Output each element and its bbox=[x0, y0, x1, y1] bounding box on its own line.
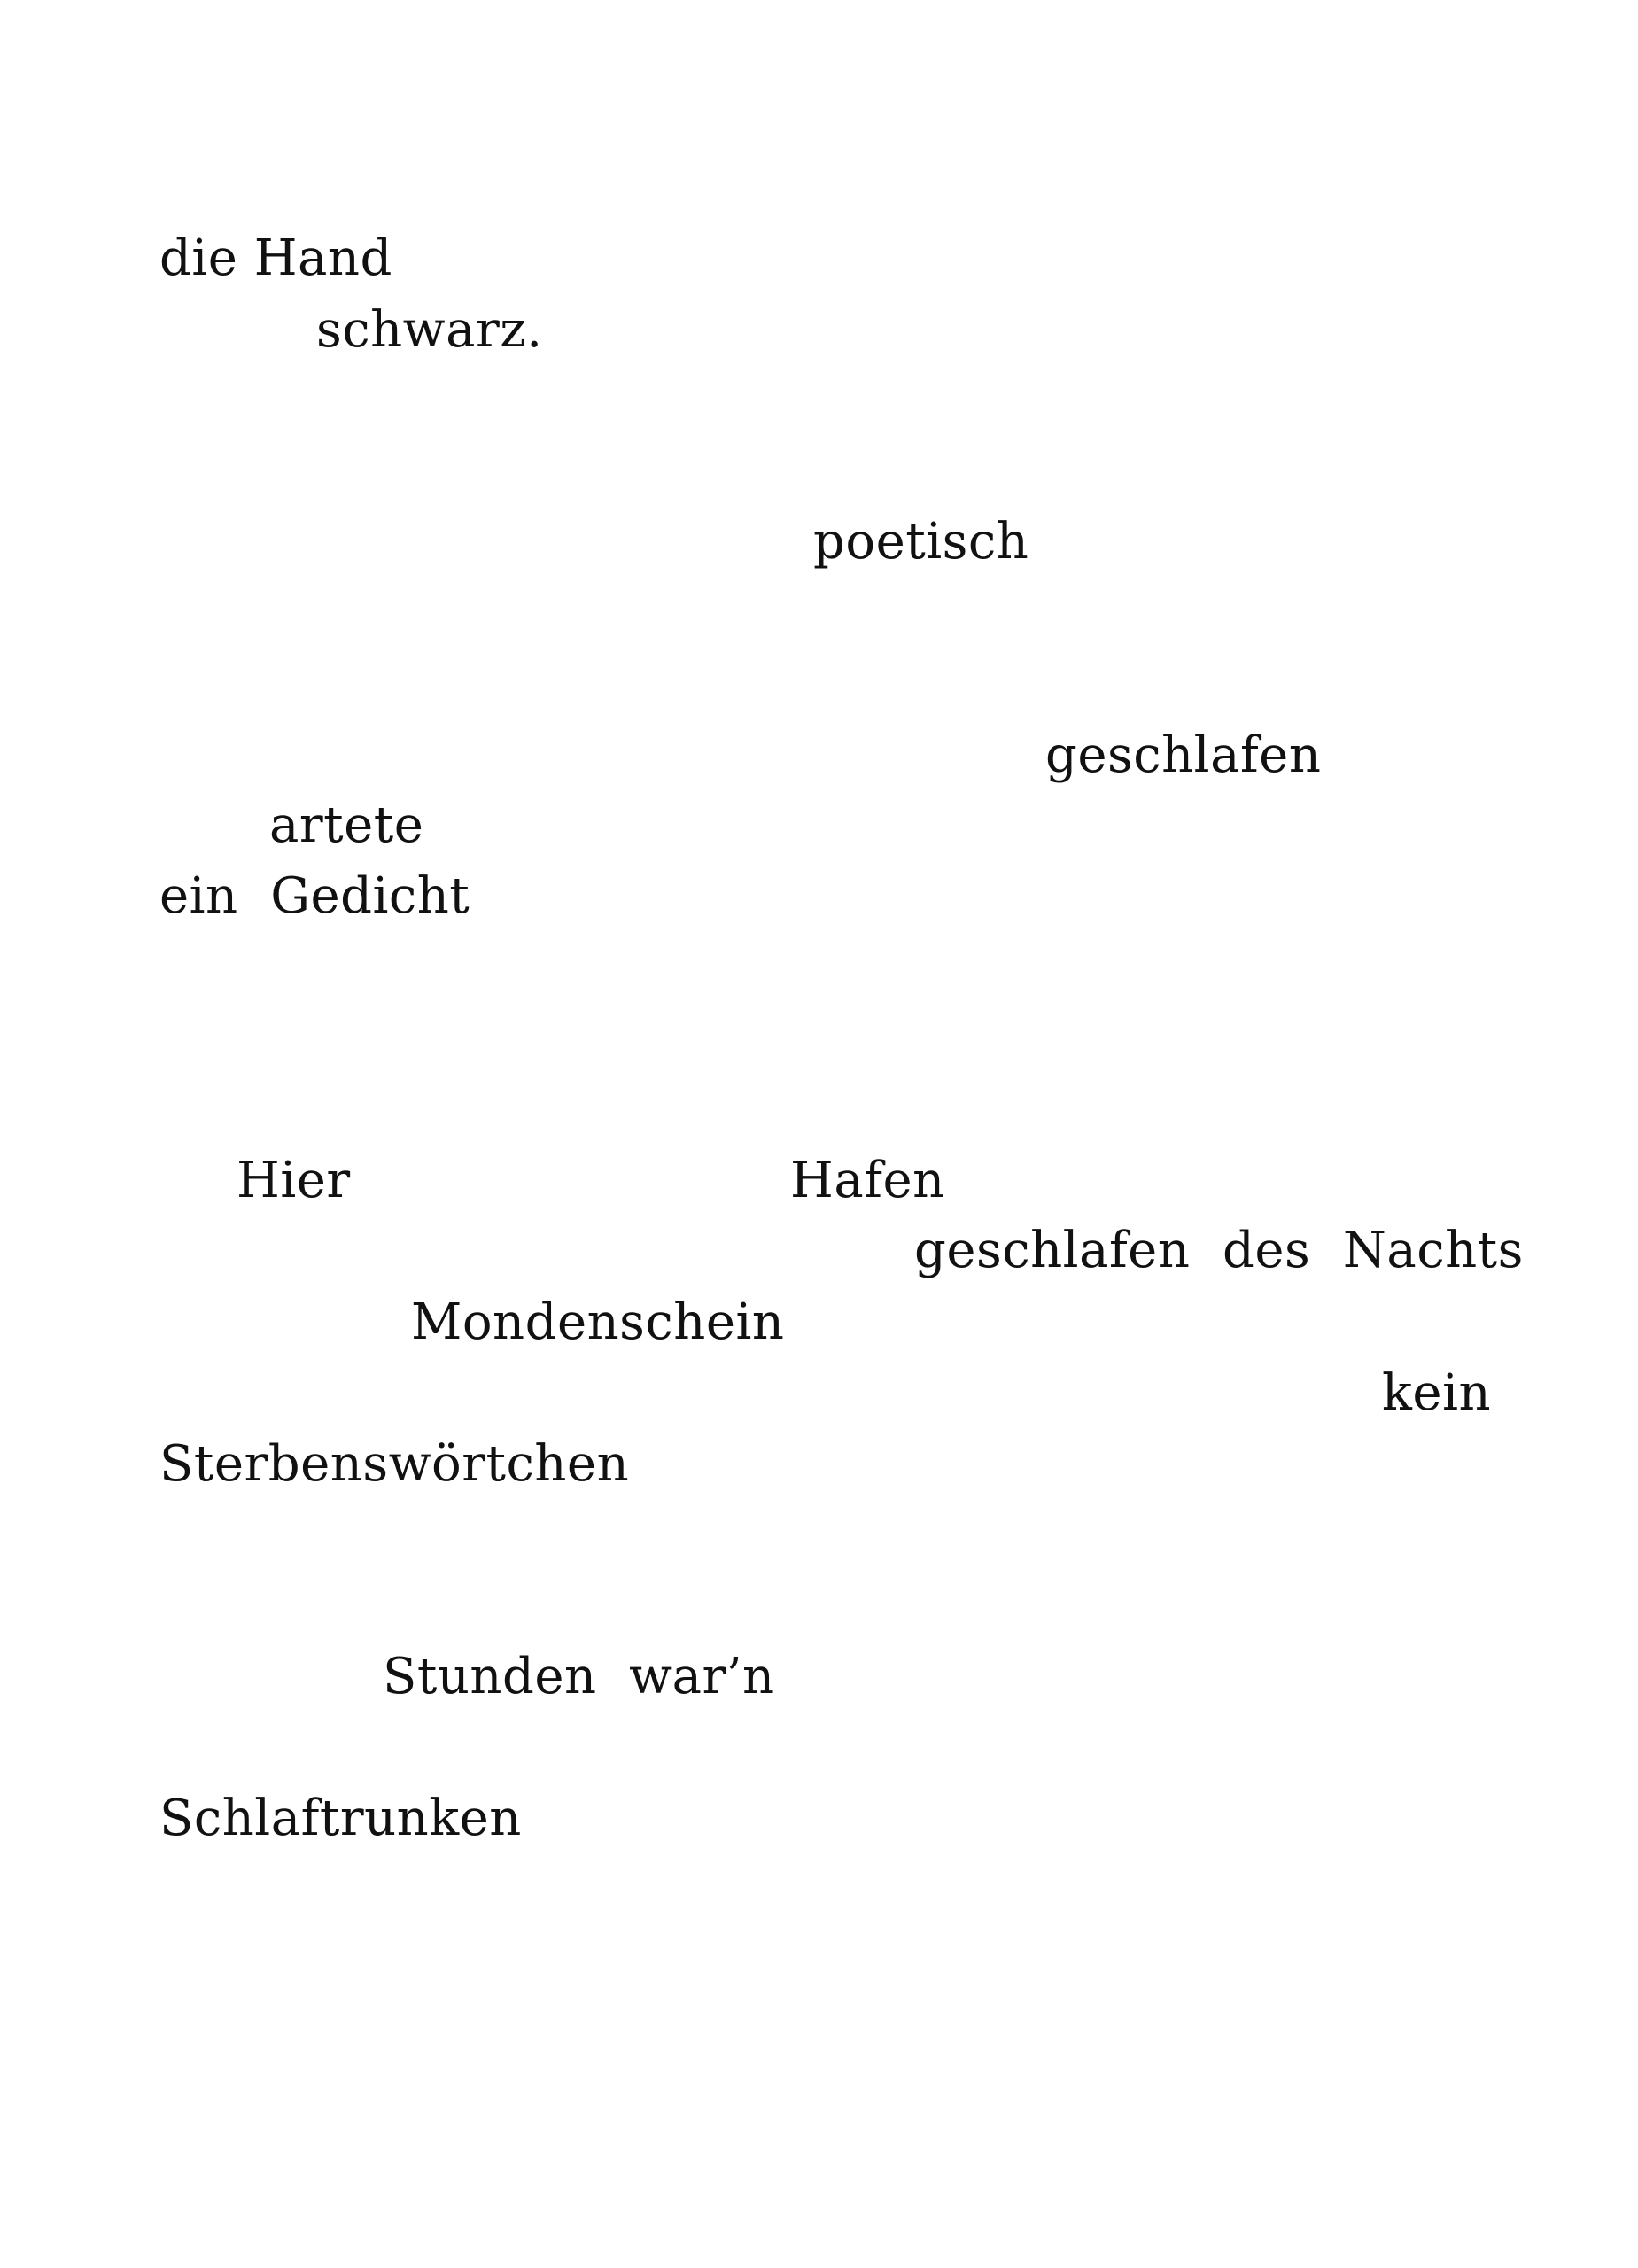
poem-word: Hier bbox=[237, 1152, 351, 1209]
poem-word: schwarz. bbox=[316, 301, 543, 359]
poem-word: die Hand bbox=[159, 229, 392, 287]
poem-word: ein Gedicht bbox=[159, 867, 470, 925]
poem-word: Sterbenswörtchen bbox=[159, 1435, 630, 1493]
poem-word: Mondenschein bbox=[411, 1293, 785, 1351]
poem-word: Stunden war’n bbox=[383, 1648, 775, 1705]
poem-word: poetisch bbox=[813, 513, 1029, 571]
poem-word: kein bbox=[1382, 1364, 1492, 1422]
poem-word: Schlaftrunken bbox=[159, 1790, 522, 1847]
poem-word: artete bbox=[269, 796, 424, 854]
poem-word: Hafen bbox=[790, 1152, 945, 1209]
poem-word: geschlafen bbox=[1045, 726, 1322, 784]
poem-word: geschlafen des Nachts bbox=[914, 1222, 1524, 1279]
